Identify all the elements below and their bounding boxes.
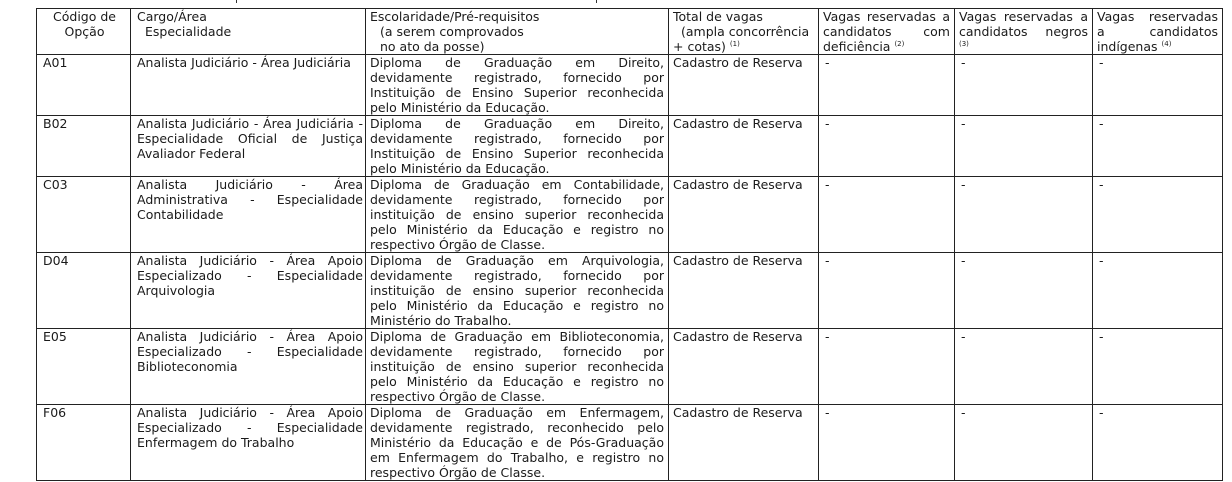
total-cell: Cadastro de Reserva	[669, 405, 819, 481]
header-indigenas-line2: a candidatos	[1097, 24, 1218, 39]
header-codigo-line1: Código de	[53, 9, 116, 24]
header-negros-line1: Vagas reservadas a	[959, 9, 1088, 24]
vagas-table	[36, 8, 1223, 481]
cargo-cell: Analista Judiciário - Área Apoio Especializado - Especialidade Enfermagem do Trabalho	[131, 405, 366, 481]
header-total-line3: + cotas)	[673, 39, 726, 54]
table-row	[37, 253, 1223, 329]
cropped-mark	[596, 0, 597, 3]
escolaridade-cell: Diploma de Graduação em Contabilidade, devidamente registrado, fornecido por instituição de ensino superior reconhecida pelo Ministério da Educação e registro no respectivo Órgão de Classe.	[366, 177, 669, 253]
cropped-text-above	[36, 0, 1222, 5]
header-escolaridade	[366, 9, 669, 55]
cargo-cell: Analista Judiciário - Área Judiciária - Especialidade Oficial de Justiça Avaliador Federal	[131, 116, 366, 177]
header-pcd-line3: deficiência	[823, 39, 891, 54]
pcd-cell: -	[819, 253, 955, 329]
escolaridade-cell: Diploma de Graduação em Enfermagem, devidamente registrado, reconhecido pelo Ministério da Educação e de Pós-Graduação em Enfermagem do Trabalho, e registro no respectivo Órgão de Classe.	[366, 405, 669, 481]
indigenas-cell: -	[1093, 253, 1223, 329]
codigo-cell: F06	[37, 405, 131, 481]
indigenas-cell: -	[1093, 116, 1223, 177]
negros-cell: -	[955, 253, 1093, 329]
negros-cell: -	[955, 405, 1093, 481]
total-cell: Cadastro de Reserva	[669, 55, 819, 116]
header-negros-line2: candidatos negros	[959, 24, 1088, 39]
table-row	[37, 177, 1223, 253]
header-indigenas	[1093, 9, 1223, 55]
table-row	[37, 55, 1223, 116]
indigenas-cell: -	[1093, 177, 1223, 253]
header-cargo	[131, 9, 366, 55]
pcd-cell: -	[819, 405, 955, 481]
codigo-cell: B02	[37, 116, 131, 177]
header-escolaridade-line2: (a serem comprovados	[380, 24, 524, 39]
indigenas-cell: -	[1093, 55, 1223, 116]
escolaridade-cell: Diploma de Graduação em Direito, devidamente registrado, fornecido por Instituição de Ensino Superior reconhecida pelo Ministério da Educação.	[366, 116, 669, 177]
header-pcd	[819, 9, 955, 55]
codigo-cell: C03	[37, 177, 131, 253]
header-indigenas-line1: Vagas reservadas	[1097, 9, 1218, 24]
escolaridade-cell: Diploma de Graduação em Biblioteconomia, devidamente registrado, fornecido por instituição de ensino superior reconhecida pelo Ministério da Educação e registro no respectivo Órgão de Classe.	[366, 329, 669, 405]
indigenas-cell: -	[1093, 329, 1223, 405]
header-cargo-line2: Especialidade	[145, 24, 232, 39]
header-indigenas-line3: indígenas	[1097, 39, 1158, 54]
header-total-line2: (ampla concorrência	[681, 24, 810, 39]
header-negros	[955, 9, 1093, 55]
escolaridade-cell: Diploma de Graduação em Direito, devidamente registrado, fornecido por Instituição de Ensino Superior reconhecida pelo Ministério da Educação.	[366, 55, 669, 116]
pcd-cell: -	[819, 329, 955, 405]
header-total-note: (1)	[729, 39, 740, 48]
negros-cell: -	[955, 329, 1093, 405]
header-escolaridade-line1: Escolaridade/Pré-requisitos	[370, 9, 540, 24]
table-header-row	[37, 9, 1223, 55]
negros-cell: -	[955, 116, 1093, 177]
escolaridade-cell: Diploma de Graduação em Arquivologia, devidamente registrado, fornecido por instituição de ensino superior reconhecida pelo Ministério da Educação e registro no Ministério do Trabalho.	[366, 253, 669, 329]
negros-cell: -	[955, 55, 1093, 116]
cargo-cell: Analista Judiciário - Área Judiciária	[131, 55, 366, 116]
header-pcd-note: (2)	[894, 39, 905, 48]
header-total	[669, 9, 819, 55]
header-pcd-line1: Vagas reservadas a	[823, 9, 950, 24]
table-row	[37, 405, 1223, 481]
indigenas-cell: -	[1093, 405, 1223, 481]
header-indigenas-note: (4)	[1161, 39, 1172, 48]
table-row	[37, 329, 1223, 405]
cropped-mark	[236, 0, 237, 3]
codigo-cell: D04	[37, 253, 131, 329]
codigo-cell: A01	[37, 55, 131, 116]
codigo-cell: E05	[37, 329, 131, 405]
header-total-line1: Total de vagas	[673, 9, 763, 24]
header-cargo-line1: Cargo/Área	[137, 9, 207, 24]
total-cell: Cadastro de Reserva	[669, 177, 819, 253]
header-codigo	[37, 9, 131, 55]
total-cell: Cadastro de Reserva	[669, 253, 819, 329]
header-escolaridade-line3: no ato da posse)	[380, 39, 485, 54]
cargo-cell: Analista Judiciário - Área Apoio Especializado - Especialidade Arquivologia	[131, 253, 366, 329]
cargo-cell: Analista Judiciário - Área Apoio Especializado - Especialidade Biblioteconomia	[131, 329, 366, 405]
pcd-cell: -	[819, 177, 955, 253]
cargo-cell: Analista Judiciário - Área Administrativa - Especialidade Contabilidade	[131, 177, 366, 253]
total-cell: Cadastro de Reserva	[669, 329, 819, 405]
pcd-cell: -	[819, 55, 955, 116]
pcd-cell: -	[819, 116, 955, 177]
header-codigo-line2: Opção	[64, 24, 105, 39]
header-pcd-line2: candidatos com	[823, 24, 950, 39]
table-row	[37, 116, 1223, 177]
total-cell: Cadastro de Reserva	[669, 116, 819, 177]
negros-cell: -	[955, 177, 1093, 253]
header-negros-note: (3)	[959, 39, 969, 48]
